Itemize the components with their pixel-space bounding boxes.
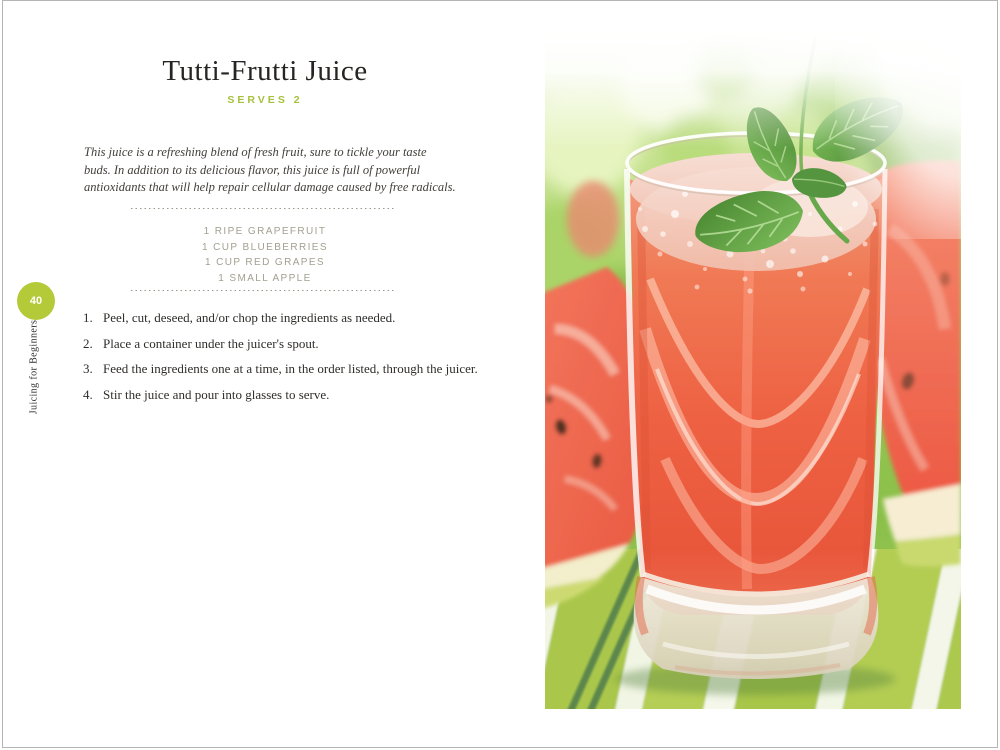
recipe-title: Tutti-Frutti Juice xyxy=(162,55,368,87)
step-number: 4. xyxy=(83,386,93,402)
serves-label: SERVES 2 xyxy=(227,94,303,106)
recipe-description: This juice is a refreshing blend of fresh fruit, sure to tickle your taste buds. In addition to its delicious flavor, this juice is full of powerful antioxidants that will help repair cellular damage caused by free radicals. xyxy=(84,145,456,194)
ingredient-item: 1 RIPE GRAPEFRUIT xyxy=(203,226,327,237)
dotted-divider-bottom xyxy=(131,290,395,292)
step-item xyxy=(83,336,478,352)
ingredient-item: 1 CUP BLUEBERRIES xyxy=(202,241,328,253)
step-text: Place a container under the juicer's spout. xyxy=(103,335,319,351)
step-text: Feed the ingredients one at a time, in the order listed, through the juicer. xyxy=(103,361,478,376)
dotted-divider-top xyxy=(131,208,395,210)
ingredient-item: 1 SMALL APPLE xyxy=(218,272,312,284)
watermelon-juice-photo xyxy=(545,29,961,709)
step-number: 1. xyxy=(83,310,93,325)
step-text: Peel, cut, deseed, and/or chop the ingredients as needed. xyxy=(103,310,396,325)
ingredient-item: 1 CUP RED GRAPES xyxy=(204,257,326,268)
ingredient-list xyxy=(65,224,465,286)
step-text: Stir the juice and pour into glasses to serve. xyxy=(103,386,330,402)
step-item xyxy=(83,387,478,403)
step-number: 2. xyxy=(83,335,93,351)
page-number: 40 xyxy=(29,295,43,307)
photo-illustration xyxy=(545,29,961,709)
page-number-badge xyxy=(17,282,55,320)
step-list xyxy=(83,310,478,412)
step-item xyxy=(83,310,478,326)
book-page xyxy=(2,0,998,748)
step-number: 3. xyxy=(83,361,93,376)
step-item xyxy=(83,361,478,377)
photo-corner-fade xyxy=(835,29,961,239)
book-title-vertical: Juicing for Beginners xyxy=(28,319,40,415)
